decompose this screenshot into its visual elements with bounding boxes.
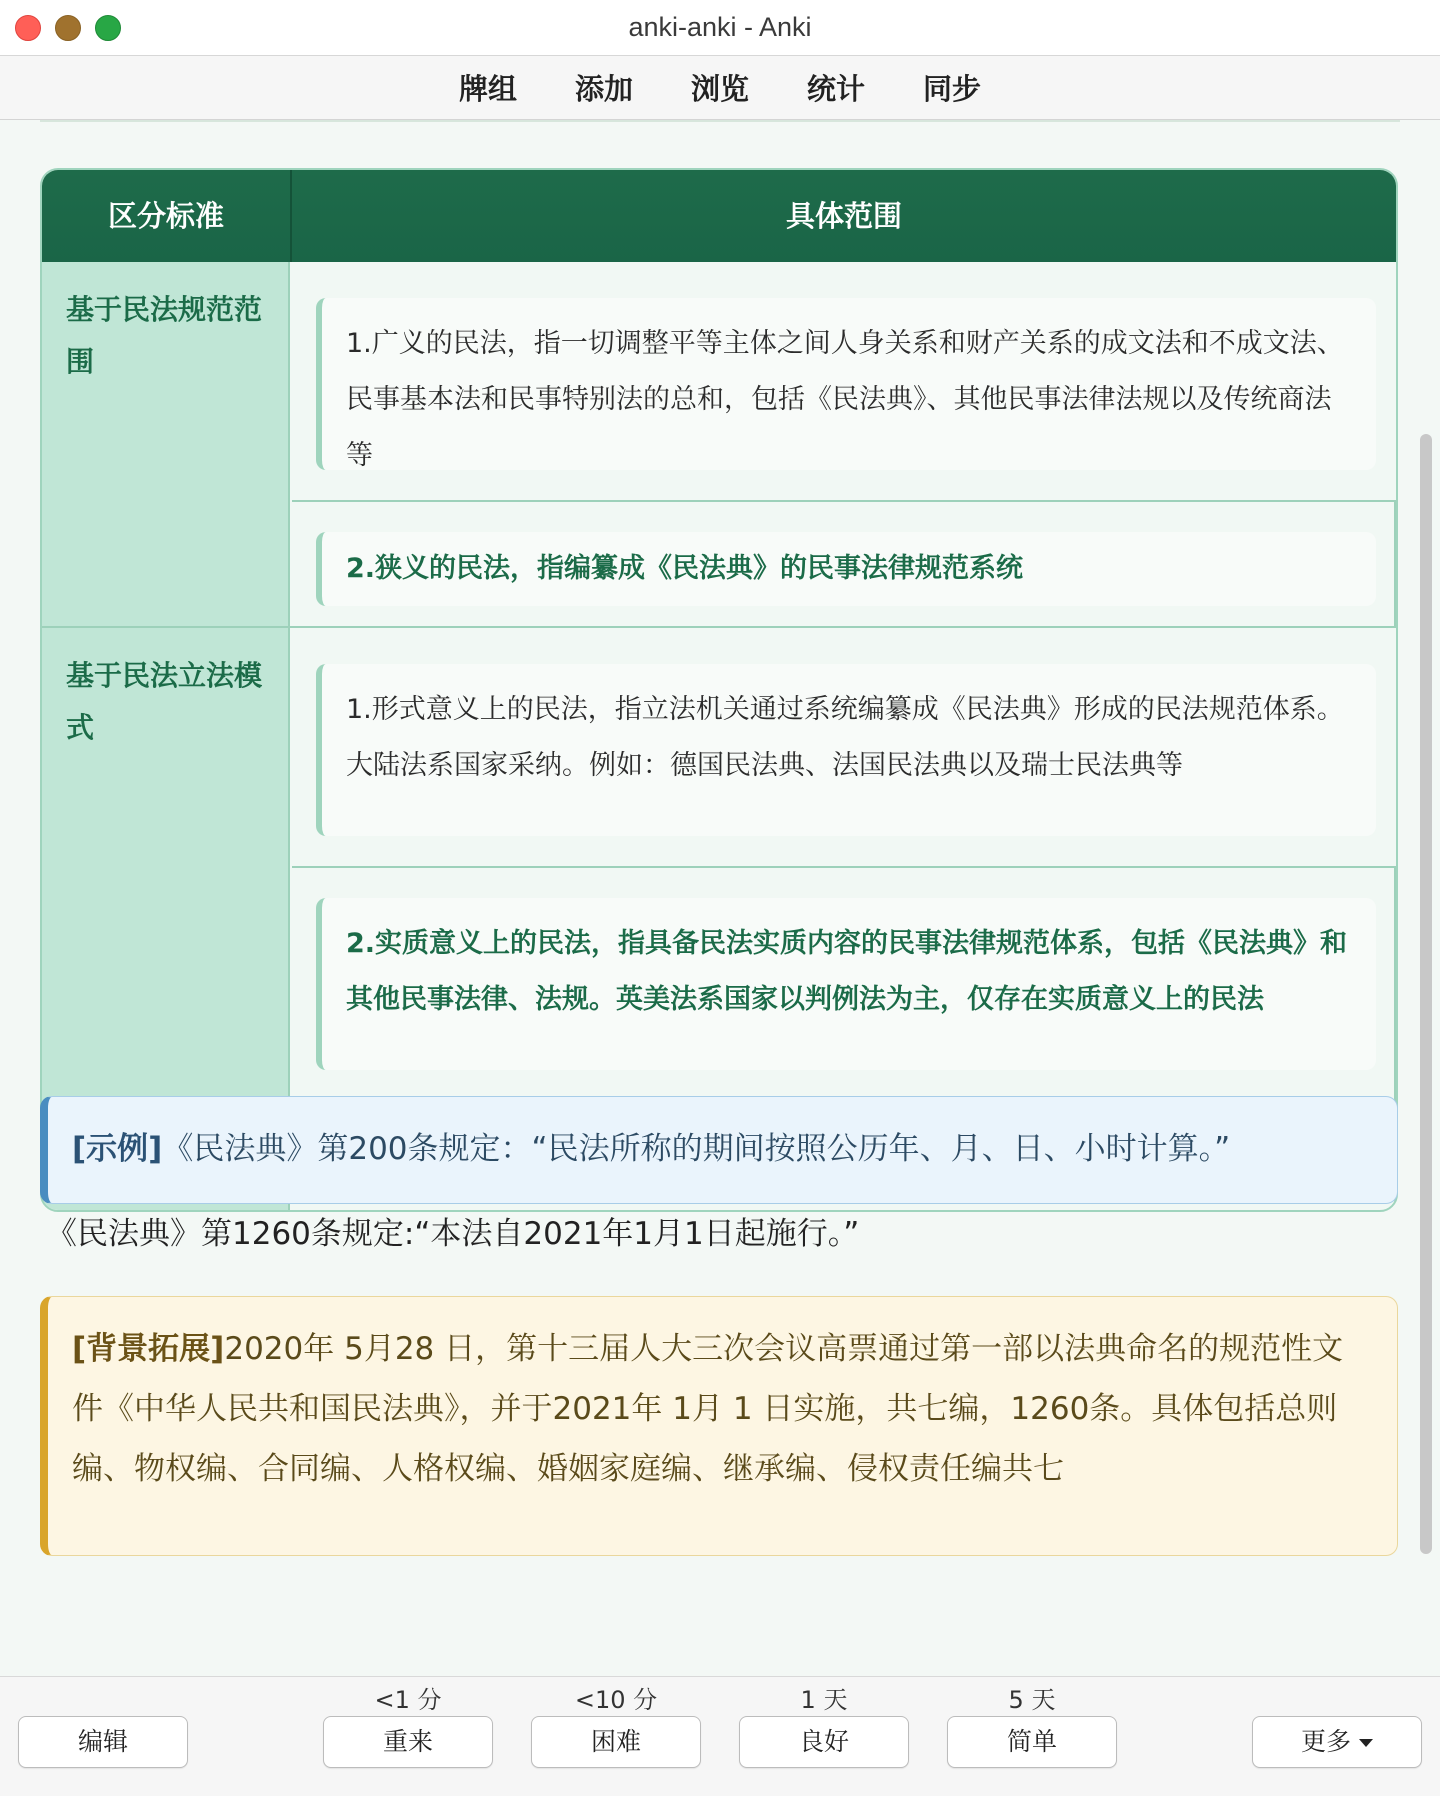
scrollbar[interactable]: [1420, 434, 1432, 1554]
cell-divider: [292, 500, 1396, 502]
hard-button[interactable]: 困难: [531, 1716, 701, 1768]
row-label: 基于民法立法模式: [66, 659, 263, 744]
card-content: [0, 120, 1440, 1676]
divider: [40, 120, 1400, 122]
menu-browse[interactable]: 浏览: [690, 72, 749, 106]
again-interval: <1 分: [374, 1686, 442, 1714]
good-button[interactable]: 良好: [739, 1716, 909, 1768]
menu-decks[interactable]: 牌组: [458, 72, 517, 106]
again-button[interactable]: 重来: [323, 1716, 493, 1768]
comparison-table: [40, 168, 1398, 1212]
example-callout: [40, 1096, 1398, 1204]
cell-divider: [292, 866, 1396, 868]
chevron-down-icon: [1359, 1739, 1373, 1747]
article-text: 《民法典》第1260条规定:“本法自2021年1月1日起施行。”: [46, 1216, 860, 1252]
more-button[interactable]: [1252, 1716, 1422, 1768]
scope-item-highlight: 2.狭义的民法，指编纂成《民法典》的民事法律规范系统: [316, 532, 1376, 606]
example-tag: [示例]: [72, 1131, 163, 1167]
background-text: 2020年 5月28 日，第十三届人大三次会议高票通过第一部以法典命名的规范性文件《中华人民共和国民法典》，并于2021年 1月 1 日实施，共七编，1260条。具体包括总则编、物权编、合同编、人格权编、婚姻家庭编、继承编、侵权责任编共七: [72, 1331, 1344, 1487]
hard-interval: <10 分: [574, 1686, 658, 1714]
header-criteria: 区分标准: [107, 199, 224, 233]
header-scope: 具体范围: [785, 199, 902, 233]
edit-button[interactable]: 编辑: [18, 1716, 188, 1768]
more-label: 更多: [1300, 1727, 1351, 1756]
cell-border: [1394, 500, 1398, 626]
background-callout: [40, 1296, 1398, 1556]
row-label-cell: [42, 262, 290, 626]
title-bar: [0, 0, 1440, 56]
table-header: [42, 170, 1396, 262]
review-bar: [0, 1676, 1440, 1796]
easy-interval: 5 天: [1008, 1686, 1056, 1714]
example-text: 《民法典》第200条规定：“民法所称的期间按照公历年、月、日、小时计算。”: [162, 1131, 1231, 1167]
good-interval: 1 天: [800, 1686, 848, 1714]
row-label: 基于民法规范范围: [66, 293, 263, 378]
scope-item: 1.形式意义上的民法，指立法机关通过系统编纂成《民法典》形成的民法规范体系。大陆法系国家采纳。例如：德国民法典、法国民法典以及瑞士民法典等: [316, 664, 1376, 836]
menu-stats[interactable]: 统计: [807, 72, 866, 106]
menu-add[interactable]: 添加: [574, 72, 633, 106]
top-menu: [0, 56, 1440, 120]
scope-item: 1.广义的民法，指一切调整平等主体之间人身关系和财产关系的成文法和不成文法、民事基本法和民事特别法的总和，包括《民法典》、其他民事法律法规以及传统商法等: [316, 298, 1376, 470]
scope-item-highlight: 2.实质意义上的民法，指具备民法实质内容的民事法律规范体系，包括《民法典》和其他民事法律、法规。英美法系国家以判例法为主，仅存在实质意义上的民法: [316, 898, 1376, 1070]
background-tag: [背景拓展]: [72, 1331, 225, 1367]
window-title: anki-anki - Anki: [628, 12, 812, 42]
menu-sync[interactable]: 同步: [923, 72, 982, 106]
easy-button[interactable]: 简单: [947, 1716, 1117, 1768]
